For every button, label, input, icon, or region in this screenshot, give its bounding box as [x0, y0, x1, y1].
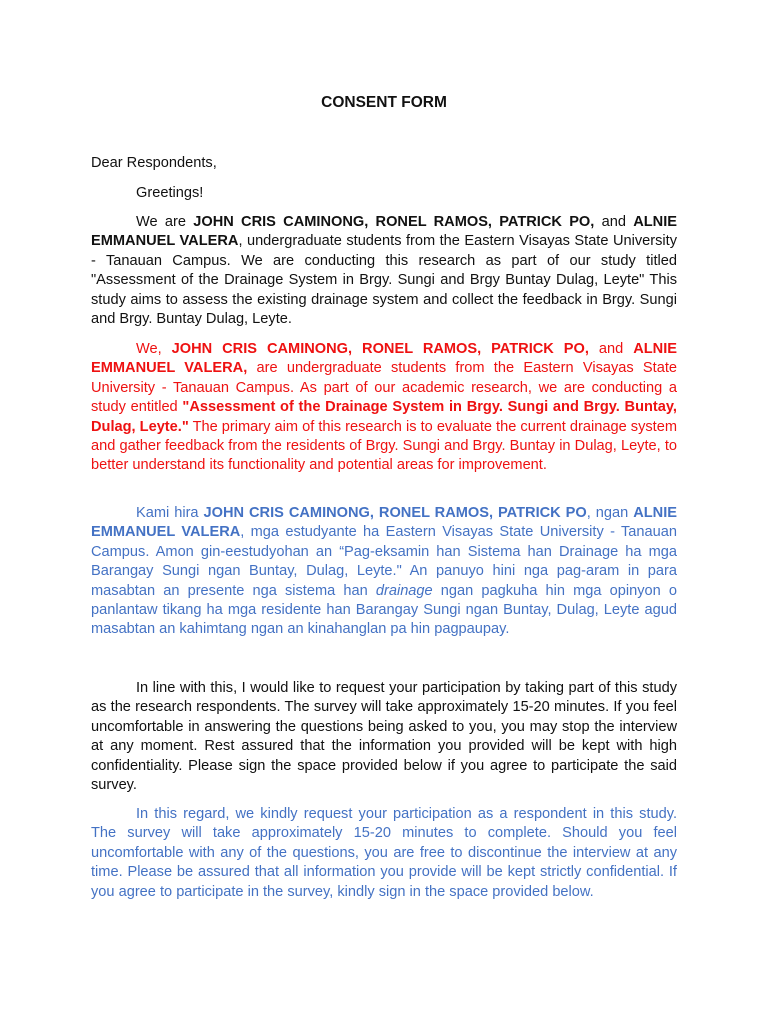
text: are undergraduate students from the Eastern Visayas State University - Tanauan Campus. As part of our academic research, we are conducting a study entitled [91, 360, 677, 416]
researcher-names: JOHN CRIS CAMINONG, RONEL RAMOS, PATRICK PO, [171, 341, 589, 357]
salutation: Dear Respondents, [91, 155, 217, 171]
text: and [594, 214, 634, 230]
paragraph-request-revised: In this regard, we kindly request your participation as a respondent in this study. The survey will take approximately 15-20 minutes to complete. Should you feel uncomfortable with any of the questions, you are free to discontinue the interview at any time. Please be assured that all information you provide will be kept strictly confidential. If you agree to participate in the survey, kindly sign in the space provided below. [91, 806, 677, 900]
text: , mga estudyante ha Eastern Visayas State University - Tanauan Campus. Amon gin-eestudyohan an “Pag-eksamin han Sistema han Drainage ha mga Barangay Sungi ngan Buntay, Dulag, Leyte." An panuyo hini nga pag-aram in para masabtan an presente nga sistema han [91, 524, 677, 599]
researcher-name: ALNIE EMMANUEL VALERA, [91, 341, 677, 377]
paragraph-request: In line with this, I would like to request your participation by taking part of this study as the research respondents. The survey will take approximately 15-20 minutes. If you feel uncomfortable in answering the questions being asked to you, you may stop the interview at any moment. Rest assured that the information you provided will be kept with high confidentiality. Please sign the space provided below if you agree to participate the said survey. [91, 680, 677, 794]
text: , undergraduate students from the Eastern Visayas State University - Tanauan Campus. We are conducting this research as part of our study titled "Assessment of the Drainage System in Brgy. Sungi and Brgy Buntay Dulag, Leyte" This study aims to assess the existing drainage system and collect the feedback in Brgy. Sungi and Brgy. Buntay Dulag, Leyte. [91, 233, 677, 328]
text: Kami hira [136, 505, 204, 521]
researcher-names: JOHN CRIS CAMINONG, RONEL RAMOS, PATRICK PO, [193, 214, 595, 230]
text: and [588, 341, 634, 357]
text: The primary aim of this research is to evaluate the current drainage system and gather feedback from the residents of Brgy. Sungi and Brgy. Buntay in Dulag, Leyte, to better understand its functionality and potential areas for improvement. [91, 418, 677, 474]
researcher-names: JOHN CRIS CAMINONG, RONEL RAMOS, PATRICK PO [203, 505, 587, 521]
text: , ngan [586, 505, 634, 521]
text: We, [136, 341, 172, 357]
researcher-name: ALNIE EMMANUEL VALERA [91, 214, 677, 250]
italic-term: drainage [375, 582, 433, 599]
greeting: Greetings! [136, 185, 204, 201]
study-title: "Assessment of the Drainage System in Brgy. Sungi and Brgy. Buntay, Dulag, Leyte." [91, 399, 677, 435]
paragraph-waray [91, 504, 677, 640]
text: ngan pagkuha hin mga opinyon o panlantaw tikang ha mga residente han Barangay Sungi ngan Buntay, Dulag, Leyte agud masabtan an kahimtang ngan an kinahanglan pa hin pagpaupay. [91, 582, 677, 638]
paragraph-english-revised [91, 340, 677, 476]
page-title: CONSENT FORM [321, 94, 447, 111]
paragraph-english [91, 213, 677, 329]
text: We are [136, 214, 194, 230]
researcher-name: ALNIE EMMANUEL VALERA [91, 505, 677, 541]
